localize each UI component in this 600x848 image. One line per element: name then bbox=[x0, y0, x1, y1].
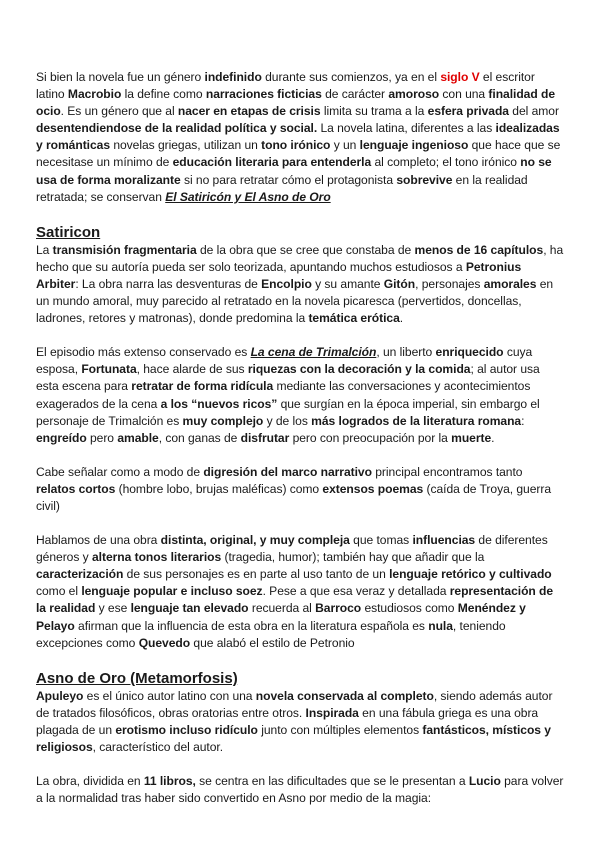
satiricon-paragraph-1: La transmisión fragmentaria de la obra que se cree que constaba de menos de 16 capítulos, ha hecho que su autoría pueda ser solo teorizada, apuntando muchos estudiosos a Petronius Arbiter: La obra narra las desventuras de Encolpio y su amante Gitón, personajes amorales en un mundo amoral, muy parecido al retratado en la novela picaresca (pervertidos, doncellas, ladrones, retores y matronas), donde predomina la temática erótica. bbox=[36, 242, 564, 326]
satiricon-paragraph-2: El episodio más extenso conservado es La cena de Trimalción, un liberto enriquecido cuya esposa, Fortunata, hace alarde de sus riquezas con la decoración y la comida; al autor usa esta escena para retratar de forma ridícula mediante las conversaciones y acontecimientos exagerados de la cena a los “nuevos ricos” que surgían en la época imperial, sin embargo el personaje de Trimalción es muy complejo y de los más logrados de la literatura romana: engreído pero amable, con ganas de disfrutar pero con preocupación por la muerte. bbox=[36, 345, 540, 445]
work-titles: El Satiricón y El Asno de Oro bbox=[165, 189, 331, 204]
asno-paragraph-2: La obra, dividida en 11 libros, se centra en las dificultades que se le presentan a Lucio para volver a la normalidad tras haber sido convertido en Asno por medio de la magia: bbox=[36, 774, 564, 806]
section-title-asno-de-oro: Asno de Oro (Metamorfosis) bbox=[36, 669, 238, 687]
intro-paragraph: Si bien la novela fue un género indefinido durante sus comienzos, ya en el siglo V el escritor latino Macrobio la define como narraciones ficticias de carácter amoroso con una finalidad de ocio. Es un género que al nacer en etapas de crisis limita su trama a la esfera privada del amor desentendiendose de la realidad política y social. La novela latina, diferentes a las idealizadas y románticas novelas griegas, utilizan un tono irónico y un lenguaje ingenioso que hace que se necesitase un mínimo de educación literaria para entenderla al completo; el tono irónico no se usa de forma moralizante si no para retratar cómo el protagonista sobrevive en la realidad retratada; se conservan El Satiricón y El Asno de Oro bbox=[36, 70, 561, 204]
section-title-satiricon: Satiricon bbox=[36, 223, 101, 241]
satiricon-paragraph-3: Cabe señalar como a modo de digresión del marco narrativo principal encontramos tanto relatos cortos (hombre lobo, brujas maléficas) como extensos poemas (caída de Troya, guerra civil) bbox=[36, 464, 552, 513]
satiricon-paragraph-4: Hablamos de una obra distinta, original, y muy compleja que tomas influencias de diferentes géneros y alterna tonos literarios (tragedia, humor); también hay que añadir que la caracterización de sus personajes es en parte al uso tanto de un lenguaje retórico y cultivado como el lenguaje popular e incluso soez. Pese a que esa veraz y detallada representación de la realidad y ese lenguaje tan elevado recuerda al Barroco estudiosos como Menéndez y Pelayo afirman que la influencia de esta obra en la literatura española es nula, teniendo excepciones como Quevedo que alabó el estilo de Petronio bbox=[36, 533, 554, 650]
asno-paragraph-1: Apuleyo es el único autor latino con una novela conservada al completo, siendo además autor de tratados filosóficos, obras oratorias entre otros. Inspirada en una fábula griega es una obra plagada de un erotismo incluso ridículo junto con múltiples elementos fantásticos, místicos y religiosos, característico del autor. bbox=[36, 688, 553, 754]
